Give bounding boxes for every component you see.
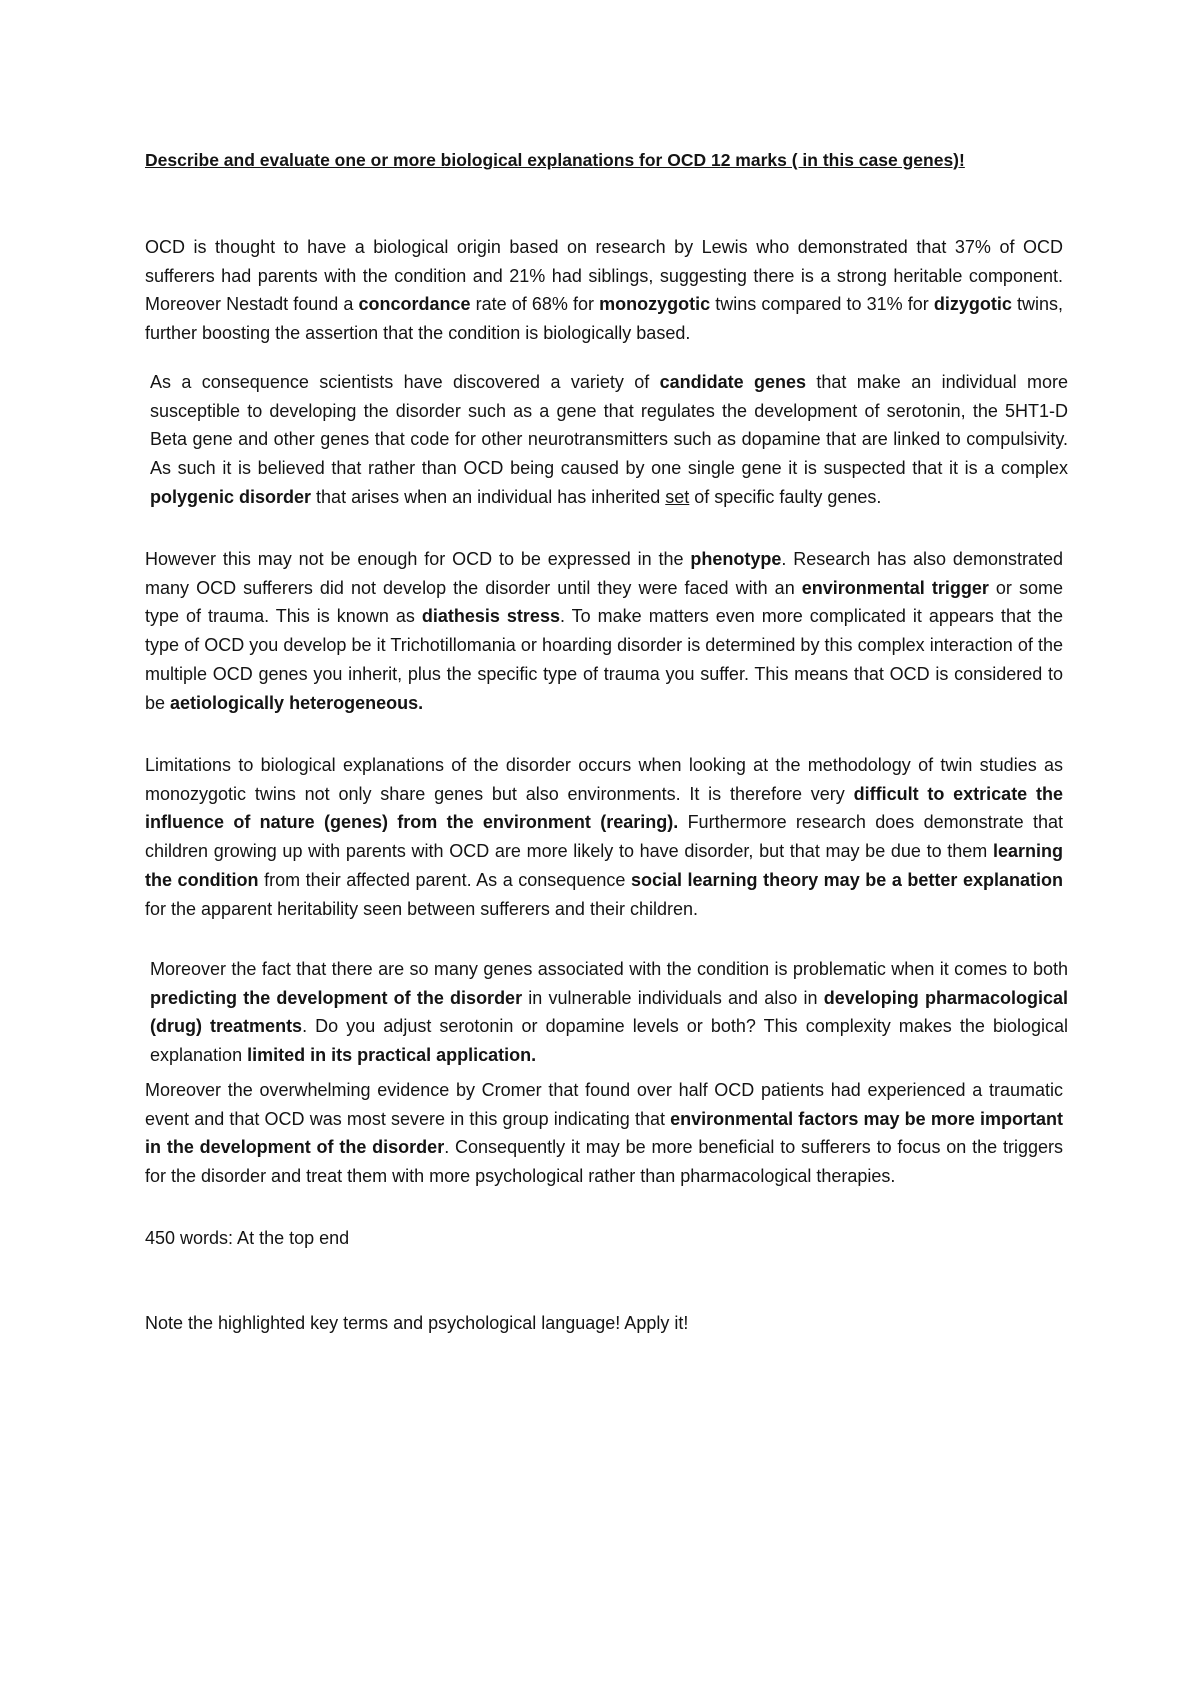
- document-title: Describe and evaluate one or more biological explanations for OCD 12 marks ( in this case genes)!: [145, 150, 965, 170]
- key-term: dizygotic: [933, 294, 1012, 315]
- text-run: Limitations to biological explanations of the disorder occurs when looking at the methodology of twin studies as monozygotic twins not only share genes but also environments. It is therefore very: [145, 755, 1063, 804]
- paragraph-prediction-treatment: [145, 955, 1068, 1070]
- text-run: . Research has also demonstrated many OCD sufferers did not develop the disorder until they were faced with an: [145, 549, 1063, 598]
- key-term: limited in its practical application.: [247, 1045, 537, 1066]
- key-term: diathesis stress: [421, 606, 560, 627]
- text-run: Moreover the fact that there are so many genes associated with the condition is problematic when it comes to both: [150, 959, 1068, 979]
- key-term: phenotype: [690, 549, 782, 569]
- key-term: predicting the development of the disorder: [150, 987, 523, 1008]
- key-term: social learning theory may be a better explanation: [630, 869, 1063, 890]
- underlined-text: set: [665, 486, 690, 507]
- paragraph-cromer-evidence: [145, 1076, 1063, 1191]
- key-term: environmental trigger: [801, 577, 989, 598]
- text-run: Moreover the overwhelming evidence by Cromer that found over half OCD patients had experienced a traumatic event and that OCD was most severe in this group indicating that: [145, 1080, 1063, 1129]
- text-run: twins, further boosting the assertion that the condition is biologically based.: [145, 294, 1064, 344]
- text-run: that make an individual more susceptible to developing the disorder such as a gene that regulates the development of serotonin, the 5HT1-D Beta gene and other genes that code for other neurotransmitters such as dopamine that are linked to compulsivity. As such it is believed that rather than OCD being caused by one single gene it is suspected that it is a complex: [150, 372, 1069, 479]
- text-run: for the apparent heritability seen between sufferers and their children.: [145, 898, 698, 919]
- text-run: OCD is thought to have a biological origin based on research by Lewis who demonstrated that 37% of OCD sufferers had parents with the condition and 21% had siblings, suggesting there is a strong heritable component. Moreover Nestadt found a: [145, 237, 1063, 315]
- text-run: . To make matters even more complicated it appears that the type of OCD you develop be it Trichotillomania or hoarding disorder is determined by this complex interaction of the multiple OCD genes you inherit, plus the specific type of trauma you suffer. This means that OCD is considered to be: [145, 606, 1063, 713]
- text-run: or some type of trauma. This is known as: [145, 577, 1063, 627]
- word-count-note: 450 words: At the top end: [145, 1228, 350, 1248]
- key-term: candidate genes: [659, 372, 807, 392]
- text-run: that arises when an individual has inherited: [311, 486, 666, 507]
- text-run: twins compared to 31% for: [710, 294, 934, 315]
- paragraph-candidate-genes: [145, 368, 1068, 512]
- key-term: aetiologically heterogeneous.: [170, 692, 424, 713]
- text-run: However this may not be enough for OCD to be expressed in the: [145, 549, 691, 569]
- text-run: in vulnerable individuals and also in: [522, 987, 824, 1008]
- text-run: rate of 68% for: [470, 294, 600, 315]
- key-term: monozygotic: [599, 294, 711, 315]
- key-term: polygenic disorder: [150, 486, 312, 507]
- key-term: environmental factors may be more important in the development of the disorder: [145, 1108, 1063, 1158]
- text-run: . Consequently it may be more beneficial to sufferers to focus on the triggers for the disorder and treat them with more psychological rather than pharmacological therapies.: [145, 1137, 1064, 1187]
- paragraph-twin-study-limitations: [145, 751, 1063, 923]
- text-run: . Do you adjust serotonin or dopamine levels or both? This complexity makes the biological explanation: [150, 1016, 1068, 1066]
- closing-note: Note the highlighted key terms and psychological language! Apply it!: [145, 1313, 689, 1333]
- text-run: from their affected parent. As a consequence: [258, 869, 631, 890]
- text-run: of specific faulty genes.: [689, 486, 882, 507]
- key-term: difficult to extricate the influence of nature (genes) from the environment (rearing).: [145, 783, 1063, 833]
- paragraph-phenotype-trauma: [145, 545, 1063, 717]
- key-term: concordance: [358, 294, 471, 315]
- key-term: learning the condition: [145, 841, 1063, 890]
- text-run: Furthermore research does demonstrate that children growing up with parents with OCD are more likely to have disorder, but that may be due to them: [145, 812, 1063, 862]
- text-run: As a consequence scientists have discovered a variety of: [150, 372, 660, 392]
- paragraph-lewis-research: [145, 233, 1063, 348]
- key-term: developing pharmacological (drug) treatments: [150, 987, 1068, 1037]
